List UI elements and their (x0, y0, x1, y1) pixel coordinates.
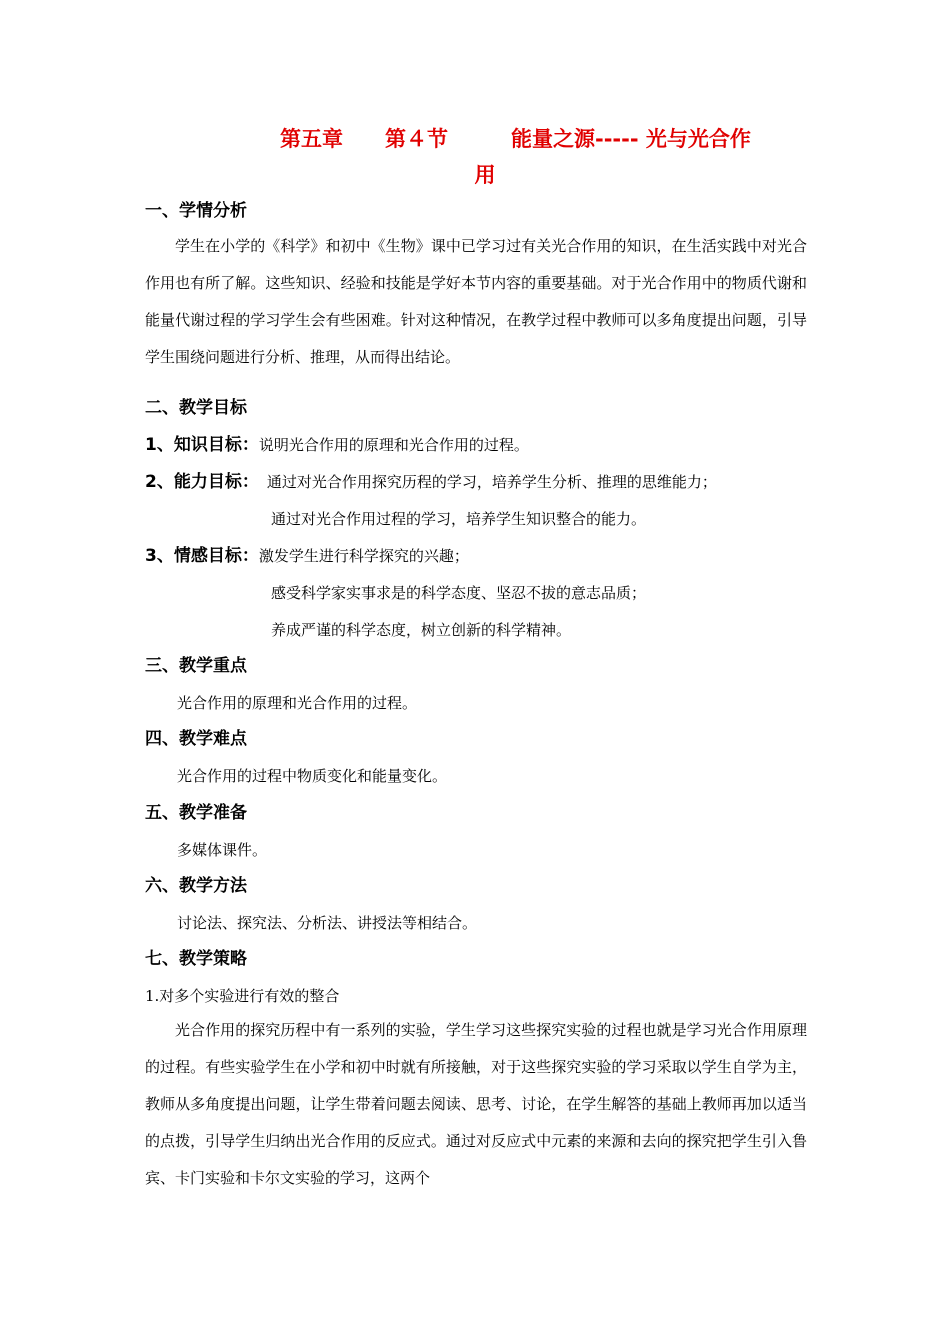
section-heading-preparation: 五、教学准备 (145, 803, 247, 823)
section-heading-key-points: 三、教学重点 (145, 656, 247, 676)
goal-ability-text-1: 通过对光合作用探究历程的学习，培养学生分析、推理的思维能力； (266, 473, 717, 491)
goal-knowledge (145, 434, 529, 456)
goal-ability-text-2: 通过对光合作用过程的学习，培养学生知识整合的能力。 (271, 510, 647, 528)
key-points-text: 光合作用的原理和光合作用的过程。 (177, 694, 418, 712)
learner-analysis-paragraph: 学生在小学的《科学》和初中《生物》课中已学习过有关光合作用的知识，在生活实践中对光合作用也有所了解。这些知识、经验和技能是学好本节内容的重要基础。对于光合作用中的物质代谢和能量代谢过程的学习学生会有些困难。针对这种情况，在教学过程中教师可以多角度提出问题，引导学生围绕问题进行分析、推理，从而得出结论。 (145, 237, 807, 366)
difficult-points-text: 光合作用的过程中物质变化和能量变化。 (177, 767, 448, 785)
goal-knowledge-text: 说明光合作用的原理和光合作用的过程。 (258, 436, 529, 454)
title-line-2: 用 (474, 163, 496, 187)
section-heading-teaching-goals: 二、教学目标 (145, 398, 247, 418)
strategy-subheading-1: 1.对多个实验进行有效的整合 (145, 987, 340, 1005)
goal-knowledge-label: 1、知识目标： (145, 435, 259, 455)
title-line-1: 第五章 第４节 能量之源----- 光与光合作 (280, 127, 751, 151)
strategy-paragraph: 光合作用的探究历程中有一系列的实验，学生学习这些探究实验的过程也就是学习光合作用原理的过程。有些实验学生在小学和初中时就有所接触，对于这些探究实验的学习采取以学生自学为主，教师从多角度提出问题，让学生带着问题去阅读、思考、讨论，在学生解答的基础上教师再加以适当的点拨，引导学生归纳出光合作用的反应式。通过对反应式中元素的来源和去向的探究把学生引入鲁宾、卡门实验和卡尔文实验的学习，这两个 (145, 1021, 807, 1187)
goal-emotion-text-1: 激发学生进行科学探究的兴趣； (258, 547, 469, 565)
section-heading-difficult-points: 四、教学难点 (145, 729, 247, 749)
goal-emotion-label: 3、情感目标： (145, 546, 259, 566)
goal-emotion-text-2: 感受科学家实事求是的科学态度、坚忍不拔的意志品质； (271, 584, 647, 602)
document-title (280, 121, 810, 193)
methods-text: 讨论法、探究法、分析法、讲授法等相结合。 (177, 914, 478, 932)
goal-ability-label: 2、能力目标： (145, 472, 259, 492)
goal-emotion (145, 545, 469, 567)
section-heading-strategy: 七、教学策略 (145, 949, 247, 969)
section-heading-learner-analysis: 一、学情分析 (145, 201, 247, 221)
section-heading-methods: 六、教学方法 (145, 876, 247, 896)
goal-emotion-text-3: 养成严谨的科学态度，树立创新的科学精神。 (271, 621, 572, 639)
goal-ability (145, 471, 717, 493)
preparation-text: 多媒体课件。 (177, 841, 268, 859)
